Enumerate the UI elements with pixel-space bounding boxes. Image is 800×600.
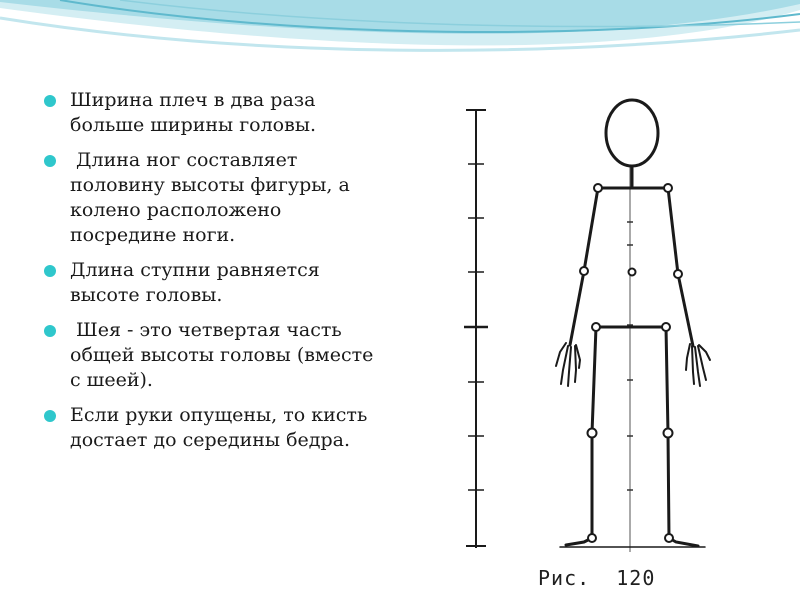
human-figure <box>560 100 705 547</box>
bullet-icon <box>44 95 56 107</box>
measuring-ruler <box>464 110 488 548</box>
bullet-icon <box>44 265 56 277</box>
bullet-text: Длина ступни равняется высоте головы. <box>70 259 326 306</box>
proportions-figure-drawing <box>448 90 720 600</box>
bullet-text: Если руки опущены, то кисть достает до середины бедра. <box>70 404 374 451</box>
list-item <box>40 258 380 308</box>
bullet-icon <box>44 155 56 167</box>
bullet-icon <box>44 325 56 337</box>
list-item <box>40 88 380 138</box>
header-wave-decoration <box>0 0 800 75</box>
bullet-text: Ширина плеч в два раза больше ширины головы. <box>70 89 322 136</box>
list-item <box>40 148 380 248</box>
bullet-text: Шея - это четвертая часть общей высоты головы (вместе с шеей). <box>70 319 380 391</box>
left-hand-icon <box>556 343 580 386</box>
bullet-text: Длина ног составляет половину высоты фигуры, а колено расположено посредине ноги. <box>70 149 356 246</box>
figure-caption: Рис. 120 <box>538 566 656 590</box>
list-item <box>40 318 380 393</box>
bullet-list <box>40 88 380 463</box>
bullet-icon <box>44 410 56 422</box>
right-hand-icon <box>686 344 710 386</box>
list-item <box>40 403 380 453</box>
